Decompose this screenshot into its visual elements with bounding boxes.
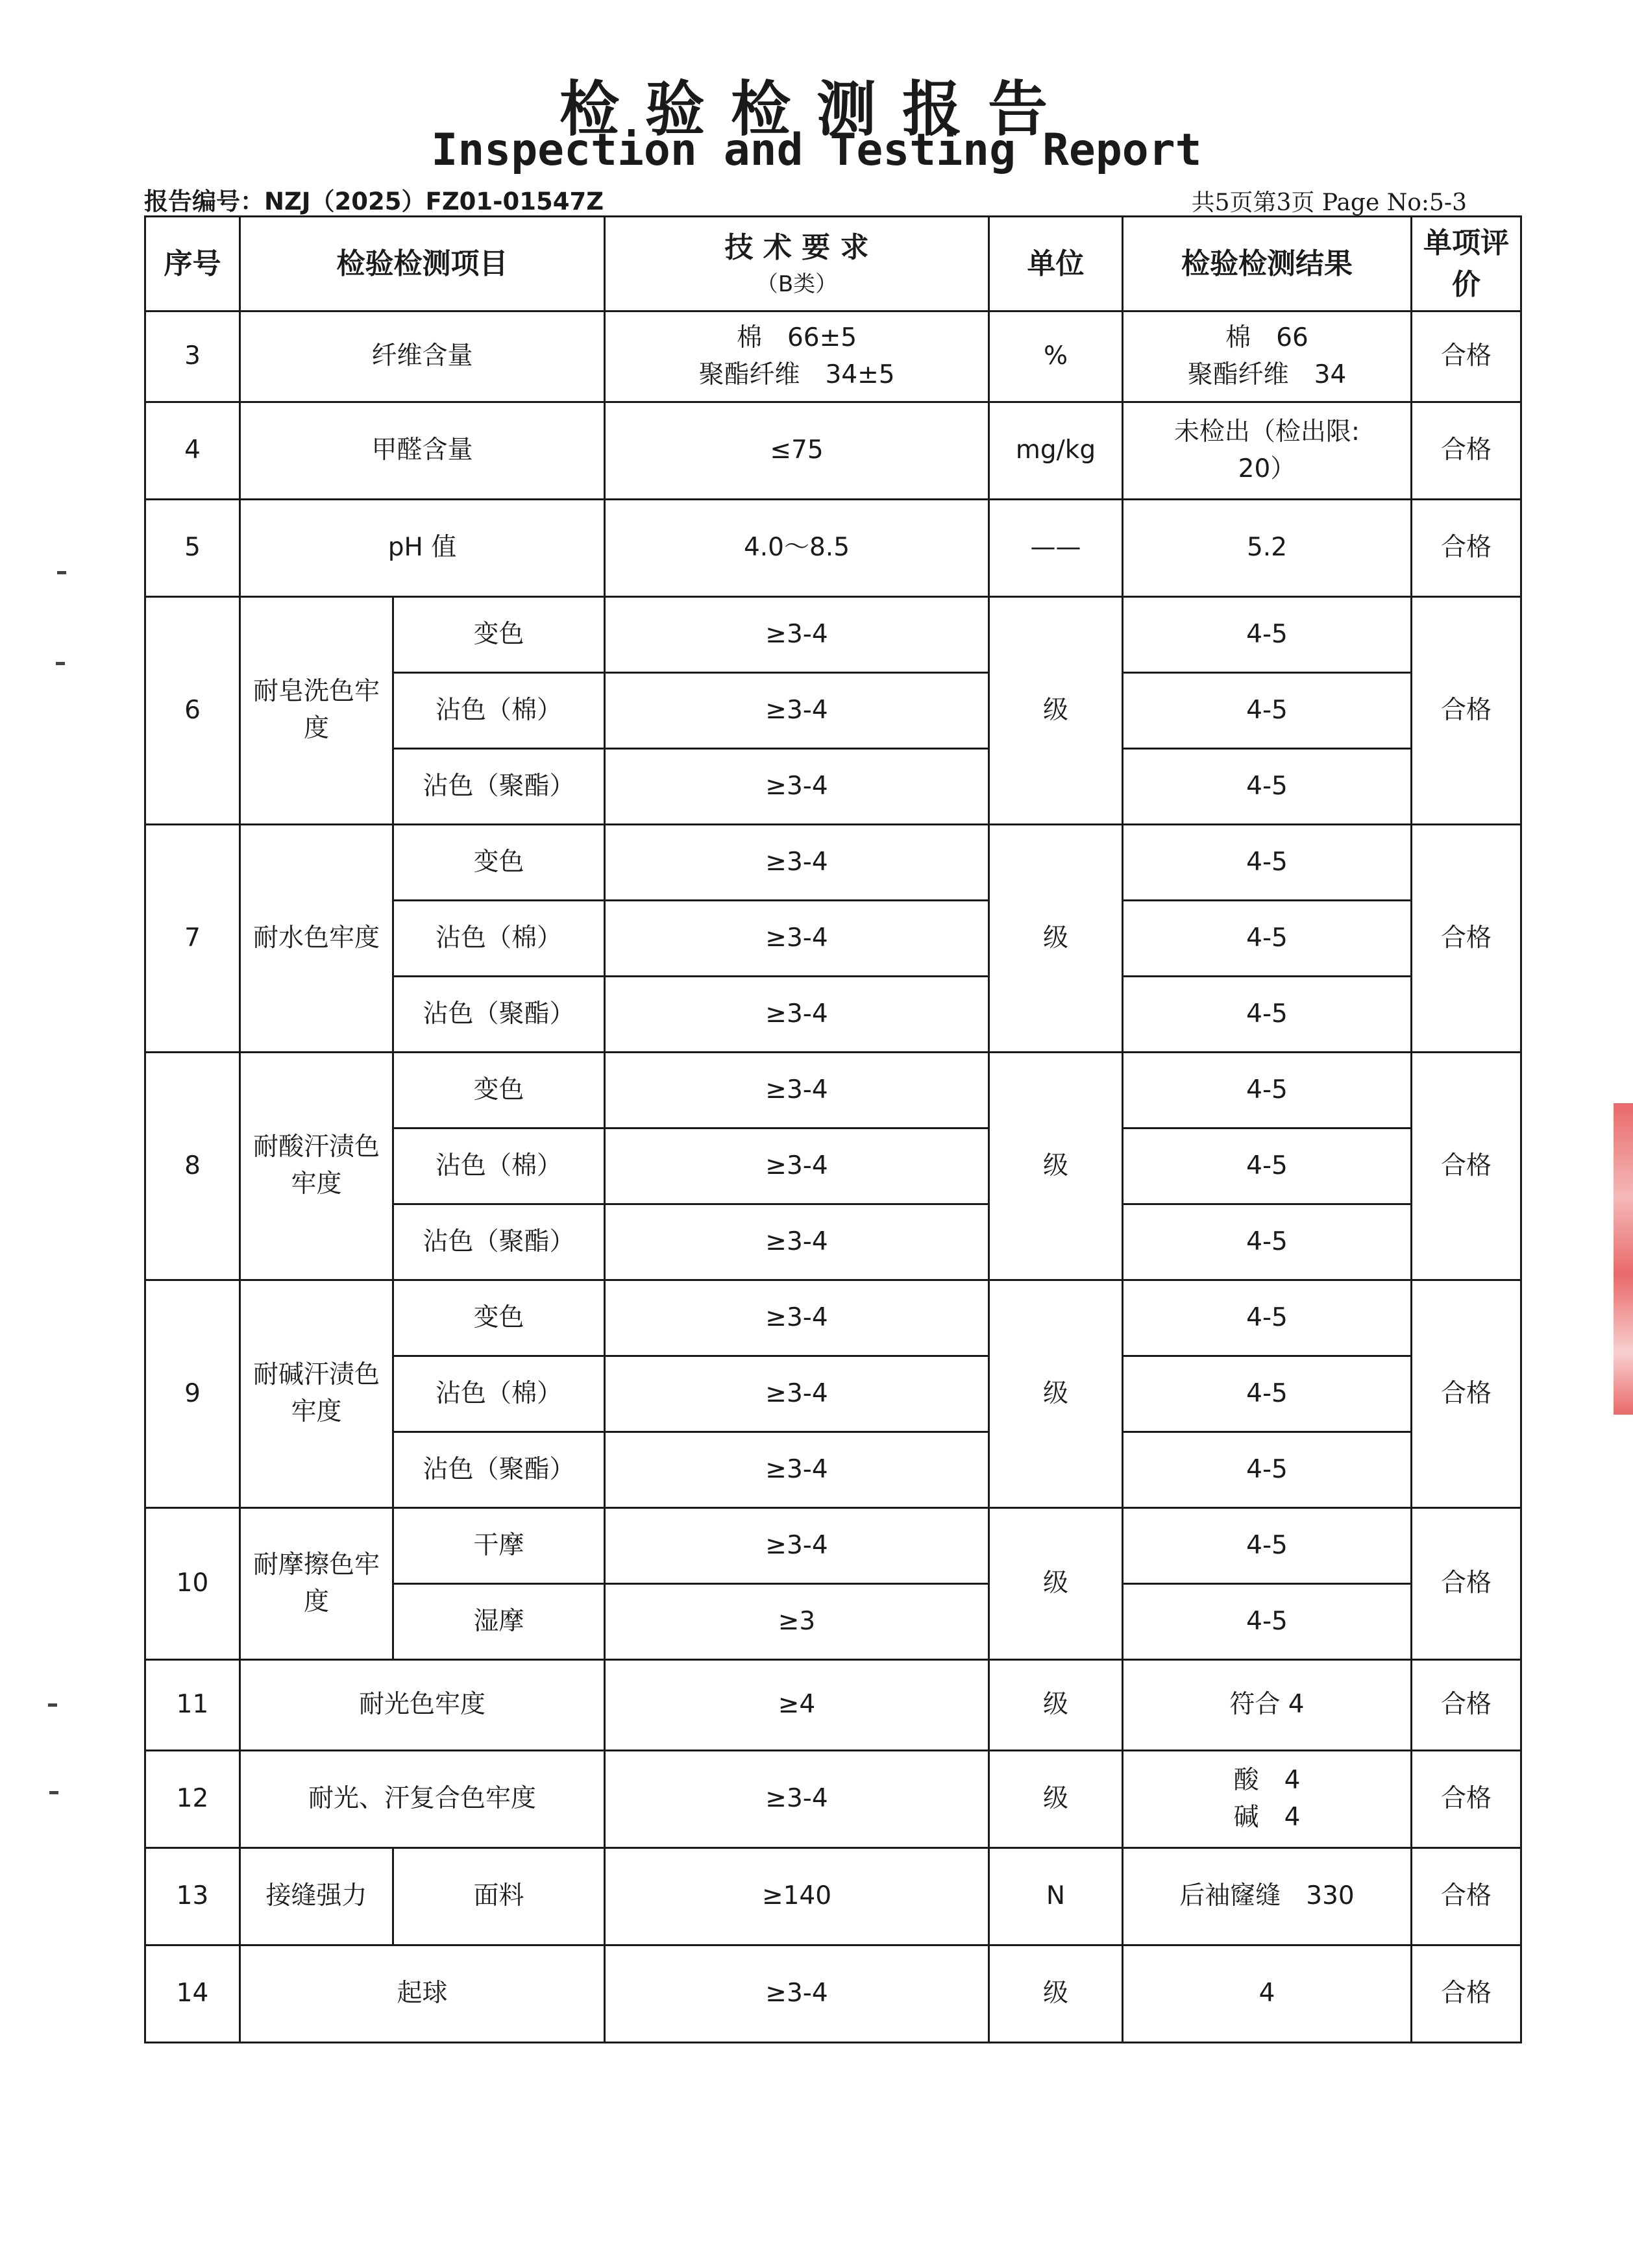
cell-evaluation: 合格	[1412, 1053, 1521, 1280]
cell-evaluation: 合格	[1412, 500, 1521, 597]
result-line: 未检出（检出限:	[1173, 417, 1360, 446]
header-requirement	[605, 217, 989, 311]
cell-seq: 4	[145, 402, 240, 500]
red-seal-stamp	[1614, 1103, 1633, 1415]
cell-sub-item: 变色	[393, 825, 605, 901]
cell-sub-item: 沾色（棉）	[393, 901, 605, 977]
header-result: 检验检测结果	[1123, 217, 1412, 311]
cell-result: 后袖窿缝 330	[1123, 1848, 1412, 1945]
cell-requirement: ≥4	[605, 1660, 989, 1751]
table-row	[145, 1848, 1521, 1945]
table-row	[145, 1945, 1521, 2043]
cell-result: 4-5	[1123, 673, 1412, 749]
cell-item: 接缝强力	[240, 1848, 393, 1945]
result-line: 聚酯纤维 34	[1187, 360, 1347, 389]
scan-mark	[57, 571, 66, 574]
report-title-en: Inspection and Testing Report	[431, 125, 1202, 176]
cell-result: 4-5	[1123, 749, 1412, 825]
cell-sub-item: 沾色（聚酯）	[393, 1432, 605, 1508]
table-row	[145, 1660, 1521, 1751]
table-row	[145, 402, 1521, 500]
cell-seq: 9	[145, 1280, 240, 1508]
result-line: 棉 66	[1225, 323, 1308, 352]
cell-requirement: ≥3-4	[605, 1280, 989, 1356]
cell-sub-item: 沾色（聚酯）	[393, 1204, 605, 1280]
cell-result: 4-5	[1123, 1053, 1412, 1128]
cell-result	[1123, 402, 1412, 500]
cell-unit: 级	[989, 597, 1123, 825]
cell-evaluation: 合格	[1412, 1280, 1521, 1508]
cell-unit: 级	[989, 1751, 1123, 1848]
cell-evaluation: 合格	[1412, 1945, 1521, 2043]
cell-evaluation: 合格	[1412, 311, 1521, 402]
cell-requirement: ≥3-4	[605, 1751, 989, 1848]
requirement-line: 聚酯纤维 34±5	[698, 360, 895, 389]
cell-result: 符合 4	[1123, 1660, 1412, 1751]
cell-seq: 10	[145, 1508, 240, 1660]
cell-sub-item: 湿摩	[393, 1584, 605, 1660]
cell-unit: 级	[989, 1508, 1123, 1660]
cell-item: 耐光、汗复合色牢度	[240, 1751, 605, 1848]
cell-sub-item: 沾色（棉）	[393, 673, 605, 749]
cell-item: 甲醛含量	[240, 402, 605, 500]
cell-sub-item: 沾色（棉）	[393, 1128, 605, 1204]
cell-result: 4-5	[1123, 1280, 1412, 1356]
cell-result: 4-5	[1123, 1584, 1412, 1660]
cell-unit: N	[989, 1848, 1123, 1945]
table-row	[145, 311, 1521, 402]
cell-requirement: ≥3-4	[605, 1432, 989, 1508]
result-line: 20）	[1238, 454, 1296, 483]
cell-result: 4-5	[1123, 597, 1412, 673]
cell-unit: mg/kg	[989, 402, 1123, 500]
scan-mark	[49, 1791, 58, 1794]
table-row	[145, 1508, 1521, 1584]
cell-unit: 级	[989, 1945, 1123, 2043]
cell-item: 耐光色牢度	[240, 1660, 605, 1751]
result-line: 碱 4	[1233, 1802, 1301, 1832]
cell-sub-item: 变色	[393, 597, 605, 673]
cell-result: 4-5	[1123, 825, 1412, 901]
cell-evaluation: 合格	[1412, 1660, 1521, 1751]
cell-evaluation: 合格	[1412, 1508, 1521, 1660]
cell-seq: 5	[145, 500, 240, 597]
cell-sub-item: 沾色（棉）	[393, 1356, 605, 1432]
cell-sub-item: 沾色（聚酯）	[393, 749, 605, 825]
cell-result: 4-5	[1123, 901, 1412, 977]
cell-seq: 3	[145, 311, 240, 402]
cell-evaluation: 合格	[1412, 402, 1521, 500]
cell-result: 4-5	[1123, 1128, 1412, 1204]
cell-item: 耐酸汗渍色牢度	[240, 1053, 393, 1280]
table-row	[145, 597, 1521, 673]
cell-item: 耐摩擦色牢度	[240, 1508, 393, 1660]
cell-evaluation: 合格	[1412, 1848, 1521, 1945]
cell-requirement: ≥3-4	[605, 1356, 989, 1432]
cell-result: 5.2	[1123, 500, 1412, 597]
cell-evaluation: 合格	[1412, 825, 1521, 1053]
cell-seq: 13	[145, 1848, 240, 1945]
cell-result: 4-5	[1123, 1432, 1412, 1508]
cell-requirement: 4.0～8.5	[605, 500, 989, 597]
cell-item: 耐碱汗渍色牢度	[240, 1280, 393, 1508]
cell-item: 起球	[240, 1945, 605, 2043]
requirement-line: 棉 66±5	[736, 323, 857, 352]
cell-unit: ——	[989, 500, 1123, 597]
cell-seq: 7	[145, 825, 240, 1053]
header-requirement-note: （B类）	[755, 271, 838, 297]
report-number: 报告编号：NZJ（2025）FZ01-01547Z	[144, 188, 604, 215]
cell-evaluation: 合格	[1412, 1751, 1521, 1848]
report-title-cn: 检验检测报告	[559, 75, 1074, 144]
table-row	[145, 1053, 1521, 1128]
cell-evaluation: 合格	[1412, 597, 1521, 825]
cell-unit: 级	[989, 1053, 1123, 1280]
cell-requirement: ≥3-4	[605, 1945, 989, 2043]
cell-result: 4-5	[1123, 1204, 1412, 1280]
cell-result	[1123, 1751, 1412, 1848]
cell-sub-item: 变色	[393, 1053, 605, 1128]
cell-sub-item: 面料	[393, 1848, 605, 1945]
cell-requirement	[605, 311, 989, 402]
cell-result: 4-5	[1123, 1356, 1412, 1432]
cell-requirement: ≥3-4	[605, 901, 989, 977]
cell-requirement: ≥3-4	[605, 1204, 989, 1280]
table-row	[145, 1751, 1521, 1848]
cell-unit: 级	[989, 1660, 1123, 1751]
header-requirement-label: 技 术 要 求	[724, 230, 869, 264]
header-item: 检验检测项目	[240, 217, 605, 311]
cell-seq: 12	[145, 1751, 240, 1848]
result-line: 酸 4	[1233, 1765, 1301, 1795]
cell-result: 4-5	[1123, 977, 1412, 1053]
cell-sub-item: 变色	[393, 1280, 605, 1356]
cell-item: 耐皂洗色牢度	[240, 597, 393, 825]
cell-unit: 级	[989, 825, 1123, 1053]
table-header-row	[145, 217, 1521, 311]
cell-requirement: ≤75	[605, 402, 989, 500]
table-row	[145, 1280, 1521, 1356]
cell-result: 4	[1123, 1945, 1412, 2043]
page-number: 共5页第3页 Page No:5-3	[1191, 189, 1467, 216]
cell-requirement: ≥3-4	[605, 673, 989, 749]
cell-requirement: ≥3	[605, 1584, 989, 1660]
cell-seq: 8	[145, 1053, 240, 1280]
cell-sub-item: 沾色（聚酯）	[393, 977, 605, 1053]
cell-requirement: ≥3-4	[605, 1053, 989, 1128]
scan-mark	[56, 662, 65, 665]
cell-requirement: ≥3-4	[605, 597, 989, 673]
cell-item: pH 值	[240, 500, 605, 597]
inspection-table	[144, 215, 1522, 2043]
cell-item: 纤维含量	[240, 311, 605, 402]
cell-requirement: ≥3-4	[605, 977, 989, 1053]
header-seq: 序号	[145, 217, 240, 311]
header-unit: 单位	[989, 217, 1123, 311]
table-row	[145, 825, 1521, 901]
cell-requirement: ≥3-4	[605, 1508, 989, 1584]
cell-requirement: ≥3-4	[605, 825, 989, 901]
cell-result: 4-5	[1123, 1508, 1412, 1584]
cell-result	[1123, 311, 1412, 402]
header-evaluation: 单项评价	[1412, 217, 1521, 311]
cell-sub-item: 干摩	[393, 1508, 605, 1584]
cell-unit: 级	[989, 1280, 1123, 1508]
cell-seq: 11	[145, 1660, 240, 1751]
cell-item: 耐水色牢度	[240, 825, 393, 1053]
table-row	[145, 500, 1521, 597]
cell-requirement: ≥3-4	[605, 1128, 989, 1204]
scan-mark	[48, 1703, 57, 1707]
cell-requirement: ≥3-4	[605, 749, 989, 825]
cell-seq: 14	[145, 1945, 240, 2043]
cell-seq: 6	[145, 597, 240, 825]
cell-unit: %	[989, 311, 1123, 402]
cell-requirement: ≥140	[605, 1848, 989, 1945]
